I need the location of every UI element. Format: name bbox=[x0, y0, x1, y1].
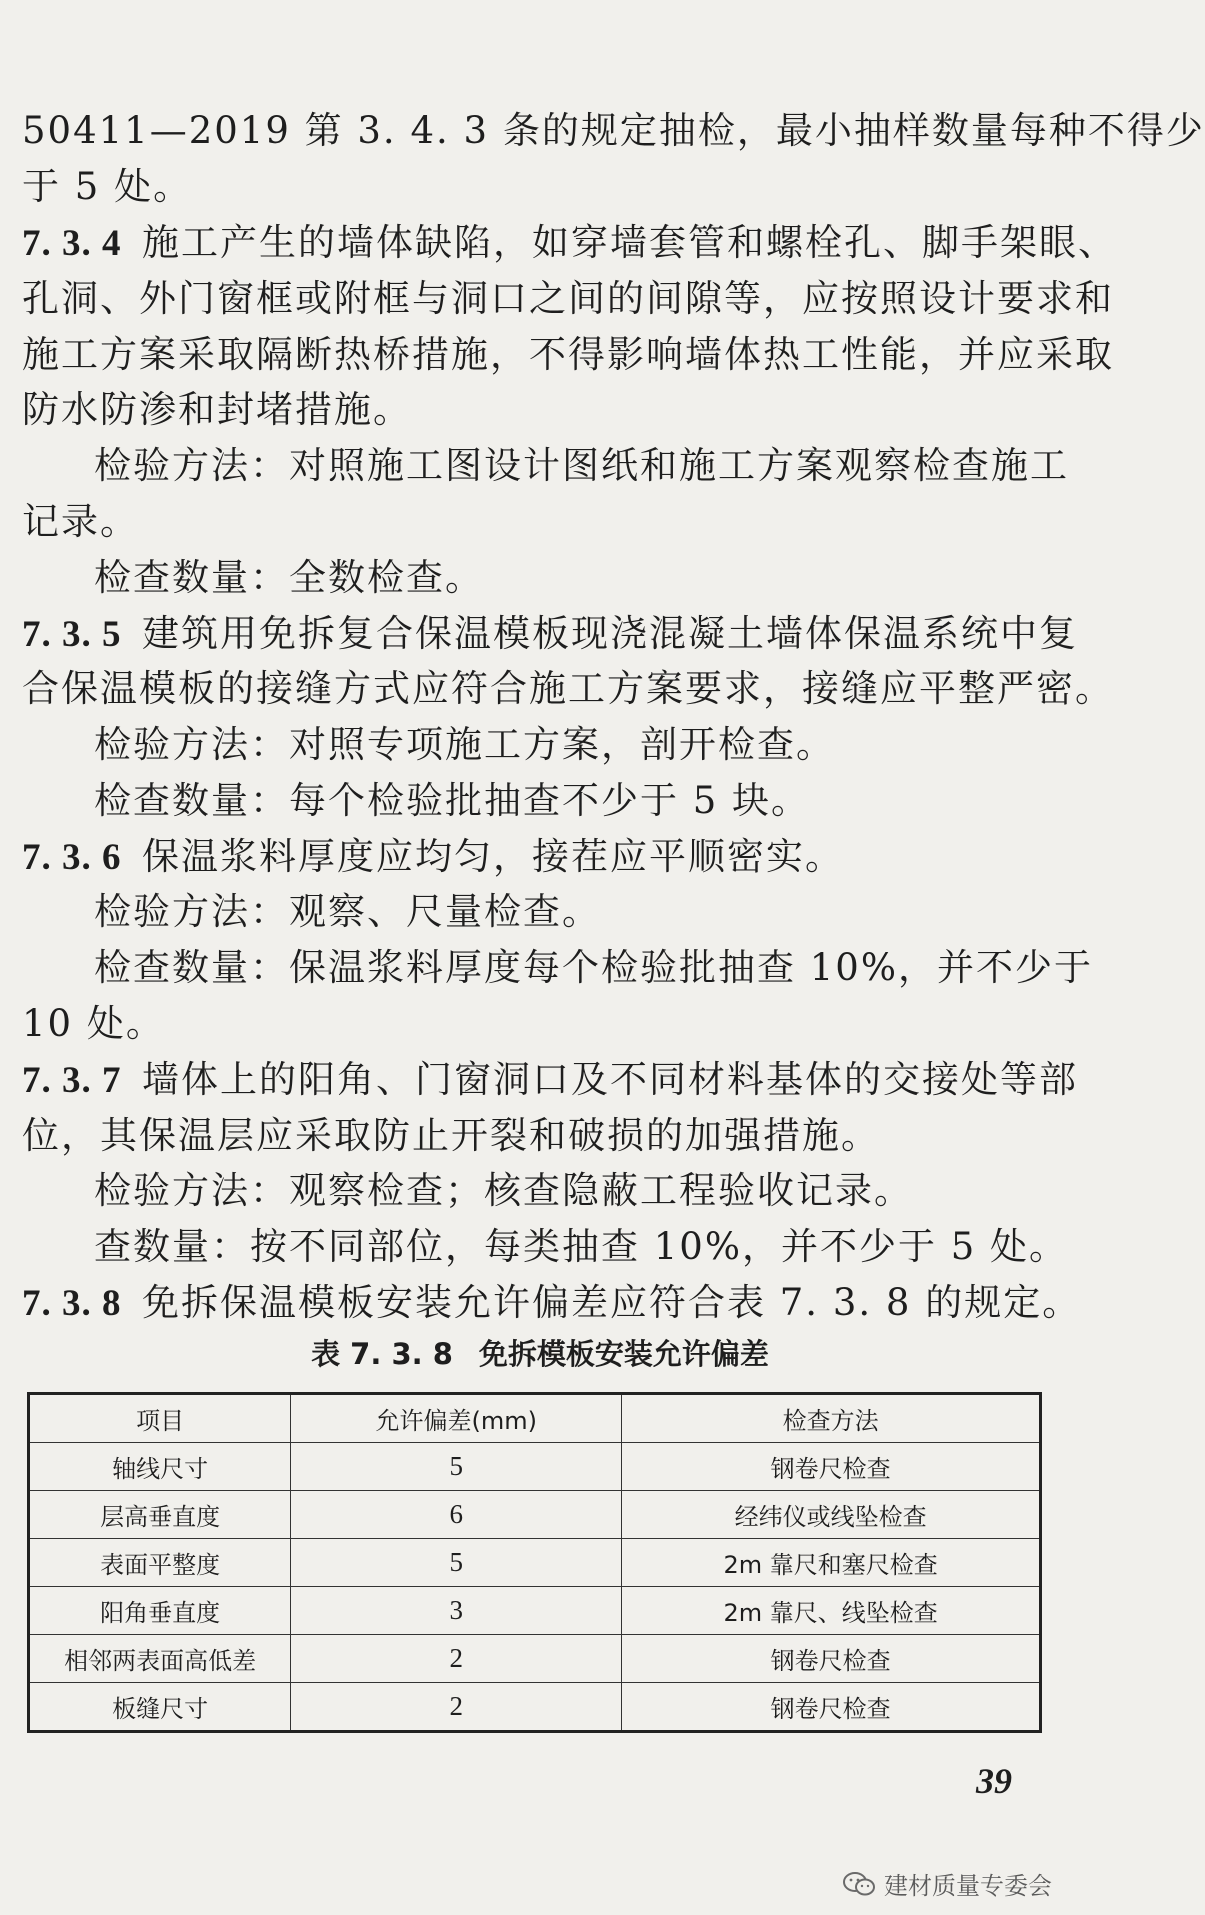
cell-item: 相邻两表面高低差 bbox=[29, 1635, 291, 1683]
inspection-method: 检验方法：观察检查；核查隐蔽工程验收记录。 bbox=[94, 1169, 913, 1212]
inspection-method: 检验方法：对照施工图设计图纸和施工方案观察检查施工 bbox=[94, 444, 1069, 487]
text-line: 位，其保温层应采取防止开裂和破损的加强措施。 bbox=[22, 1114, 880, 1157]
clause-number: 7. 3. 8 bbox=[22, 1283, 122, 1324]
inspection-quantity: 检查数量：全数检查。 bbox=[94, 556, 484, 599]
cell-method: 钢卷尺检查 bbox=[622, 1443, 1041, 1491]
text-line: 10 处。 bbox=[22, 1002, 165, 1045]
table-row bbox=[29, 1587, 1041, 1635]
clause-number: 7. 3. 5 bbox=[22, 614, 122, 655]
header-tolerance: 允许偏差(mm) bbox=[291, 1394, 622, 1443]
text-line: 50411—2019 第 3. 4. 3 条的规定抽检，最小抽样数量每种不得少 bbox=[22, 109, 1205, 152]
watermark-text: 建材质量专委会 bbox=[884, 1872, 1052, 1900]
clause-number: 7. 3. 4 bbox=[22, 223, 122, 264]
cell-method: 钢卷尺检查 bbox=[622, 1635, 1041, 1683]
clause-7-3-5: 7. 3. 5 建筑用免拆复合保温模板现浇混凝土墙体保温系统中复 bbox=[22, 609, 1062, 660]
wechat-icon bbox=[842, 1871, 876, 1897]
cell-method: 经纬仪或线坠检查 bbox=[622, 1491, 1041, 1539]
watermark bbox=[842, 1866, 1052, 1901]
cell-method: 2m 靠尺、线坠检查 bbox=[622, 1587, 1041, 1635]
tolerance-table bbox=[27, 1392, 1042, 1733]
cell-method: 钢卷尺检查 bbox=[622, 1683, 1041, 1732]
page-number: 39 bbox=[976, 1761, 1012, 1801]
clause-7-3-7: 7. 3. 7 墙体上的阳角、门窗洞口及不同材料基体的交接处等部 bbox=[22, 1055, 1062, 1106]
table-row bbox=[29, 1635, 1041, 1683]
clause-7-3-4: 7. 3. 4 施工产生的墙体缺陷，如穿墙套管和螺栓孔、脚手架眼、 bbox=[22, 218, 1062, 269]
table-header-row bbox=[29, 1394, 1041, 1443]
text-line: 施工方案采取隔断热桥措施，不得影响墙体热工性能，并应采取 bbox=[22, 333, 1114, 376]
cell-tolerance: 5 bbox=[291, 1443, 622, 1491]
cell-item: 层高垂直度 bbox=[29, 1491, 291, 1539]
table-row bbox=[29, 1443, 1041, 1491]
table-row bbox=[29, 1491, 1041, 1539]
table-row bbox=[29, 1539, 1041, 1587]
text-line: 孔洞、外门窗框或附框与洞口之间的间隙等，应按照设计要求和 bbox=[22, 277, 1114, 320]
cell-method: 2m 靠尺和塞尺检查 bbox=[622, 1539, 1041, 1587]
text-line: 于 5 处。 bbox=[22, 165, 193, 208]
table-number: 表 7. 3. 8 bbox=[311, 1337, 453, 1371]
cell-tolerance: 2 bbox=[291, 1683, 622, 1732]
inspection-quantity: 检查数量：每个检验批抽查不少于 5 块。 bbox=[94, 779, 811, 822]
clause-number: 7. 3. 7 bbox=[22, 1060, 122, 1101]
inspection-method: 检验方法：观察、尺量检查。 bbox=[94, 890, 601, 933]
cell-item: 阳角垂直度 bbox=[29, 1587, 291, 1635]
text-line: 合保温模板的接缝方式应符合施工方案要求，接缝应平整严密。 bbox=[22, 667, 1114, 710]
text-line: 防水防渗和封堵措施。 bbox=[22, 388, 412, 431]
table-caption bbox=[0, 1334, 1080, 1374]
header-method: 检查方法 bbox=[622, 1394, 1041, 1443]
cell-item: 表面平整度 bbox=[29, 1539, 291, 1587]
cell-tolerance: 3 bbox=[291, 1587, 622, 1635]
inspection-method: 检验方法：对照专项施工方案，剖开检查。 bbox=[94, 723, 835, 766]
table-title: 免拆模板安装允许偏差 bbox=[478, 1337, 769, 1371]
cell-item: 板缝尺寸 bbox=[29, 1683, 291, 1732]
clause-7-3-6: 7. 3. 6 保温浆料厚度应均匀，接茬应平顺密实。 bbox=[22, 832, 1062, 883]
inspection-quantity: 查数量：按不同部位，每类抽查 10%，并不少于 5 处。 bbox=[94, 1225, 1069, 1268]
table-row bbox=[29, 1683, 1041, 1732]
cell-tolerance: 2 bbox=[291, 1635, 622, 1683]
header-item: 项目 bbox=[29, 1394, 291, 1443]
clause-7-3-8: 7. 3. 8 免拆保温模板安装允许偏差应符合表 7. 3. 8 的规定。 bbox=[22, 1278, 1062, 1329]
inspection-quantity: 检查数量：保温浆料厚度每个检验批抽查 10%，并不少于 bbox=[94, 946, 1093, 989]
clause-number: 7. 3. 6 bbox=[22, 837, 122, 878]
text-line: 记录。 bbox=[22, 500, 139, 543]
cell-tolerance: 5 bbox=[291, 1539, 622, 1587]
cell-tolerance: 6 bbox=[291, 1491, 622, 1539]
cell-item: 轴线尺寸 bbox=[29, 1443, 291, 1491]
